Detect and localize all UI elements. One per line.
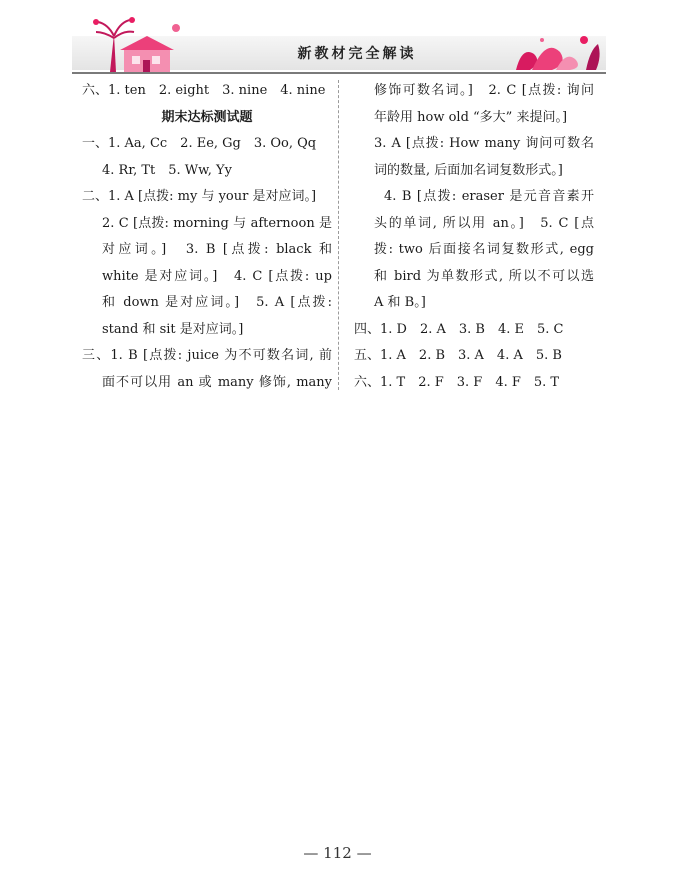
answer-line: 和 down 是对应词。] 5. A [点拨: xyxy=(102,295,332,310)
answer-line: 4. Rr, Tt 5. Ww, Yy xyxy=(102,162,232,178)
answer-line: 2. C [点拨: morning 与 afternoon 是 xyxy=(102,215,332,231)
answer-line: A 和 B。] xyxy=(374,295,426,310)
answer-line: 二、1. A [点拨: my 与 your 是对应词。] xyxy=(82,189,317,204)
answer-line: 3. A [点拨: How many 询问可数名 xyxy=(374,136,594,151)
answer-line: 六、1. T 2. F 3. F 4. F 5. T xyxy=(354,374,560,390)
right-column xyxy=(354,78,594,396)
answer-line: 词的数量, 后面加名词复数形式。] xyxy=(374,162,563,178)
answer-line: 面不可以用 an 或 many 修饰, many xyxy=(102,374,332,390)
answer-line: stand 和 sit 是对应词。] xyxy=(102,321,244,337)
answer-line: white 是对应词。] 4. C [点拨: up xyxy=(102,268,332,284)
answer-line: 对应词。] 3. B [点拨: black 和 xyxy=(102,242,332,257)
answer-line: 修饰可数名词。] 2. C [点拨: 询问 xyxy=(374,83,594,98)
column-divider xyxy=(338,80,339,390)
flower-decoration-icon xyxy=(512,32,604,72)
answer-line: 四、1. D 2. A 3. B 4. E 5. C xyxy=(354,321,564,337)
page-header xyxy=(72,14,606,76)
section-heading: 期末达标测试题 xyxy=(161,109,253,125)
answer-line: 一、1. Aa, Cc 2. Ee, Gg 3. Oo, Qq xyxy=(82,136,317,151)
answer-line: 拨: two 后面接名词复数形式, egg xyxy=(374,242,594,257)
answer-line: 和 bird 为单数形式, 所以不可以选 xyxy=(374,268,594,284)
page-number: — 112 — xyxy=(303,844,372,862)
answer-line: 4. B [点拨: eraser 是元音音素开 xyxy=(384,189,594,204)
answer-line: 年龄用 how old “多大” 来提问。] xyxy=(374,109,568,125)
answer-line: 三、1. B [点拨: juice 为不可数名词, 前 xyxy=(82,348,332,363)
answer-line: 六、1. ten 2. eight 3. nine 4. nine xyxy=(82,83,326,98)
header-title: 新教材完全解读 xyxy=(297,46,417,62)
answer-line: 头的单词, 所以用 an。] 5. C [点 xyxy=(374,215,594,231)
castle-tree-decoration-icon xyxy=(80,14,190,74)
answer-line: 五、1. A 2. B 3. A 4. A 5. B xyxy=(354,348,562,363)
left-column xyxy=(82,78,332,396)
